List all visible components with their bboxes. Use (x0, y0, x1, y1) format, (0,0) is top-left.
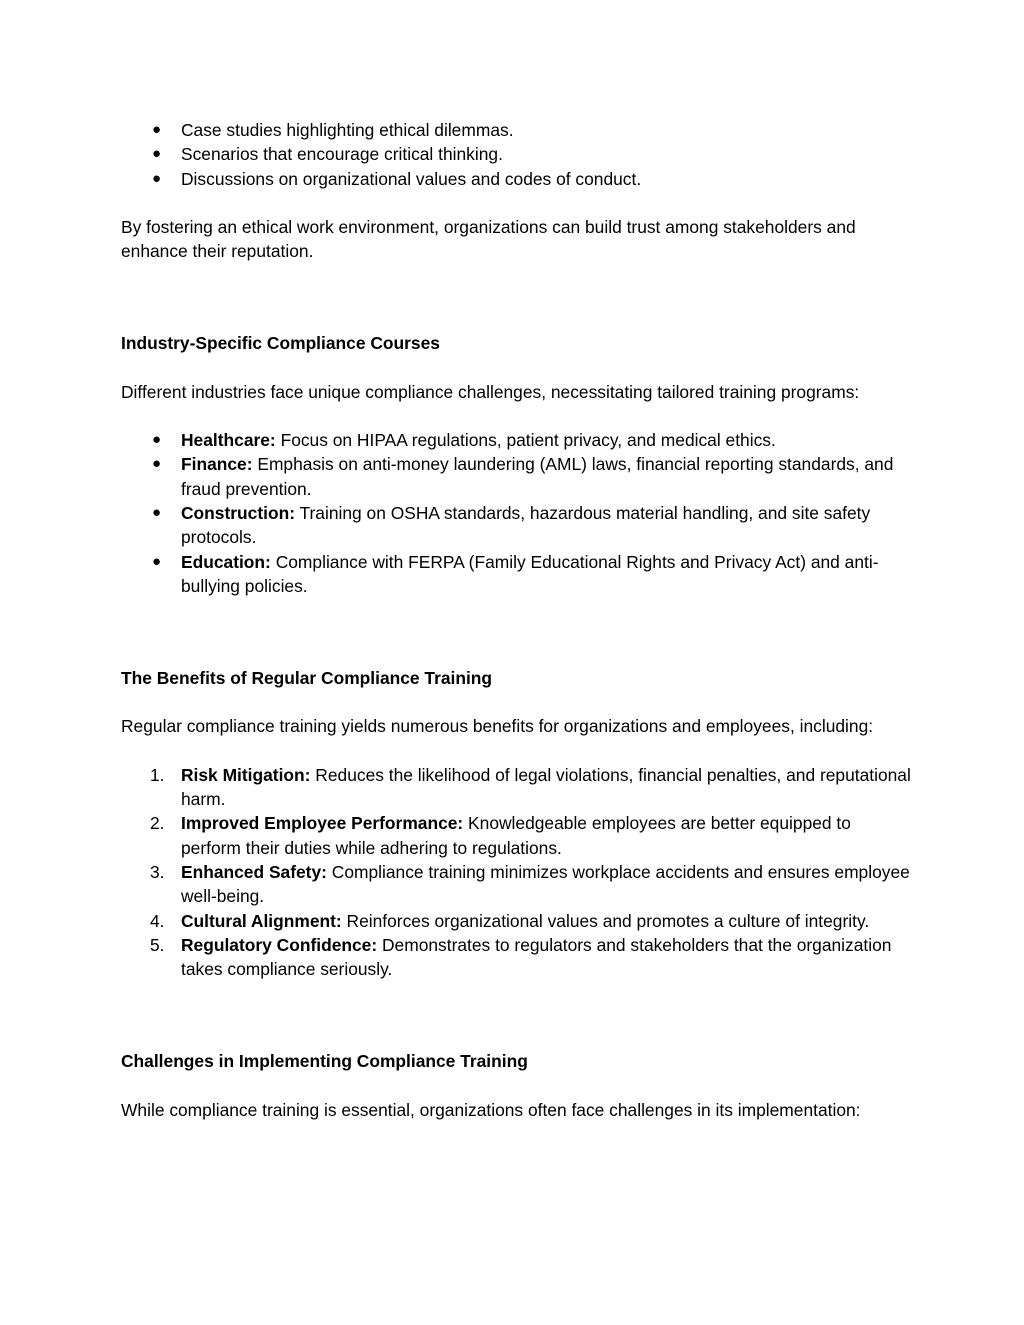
list-item (121, 452, 911, 501)
challenges-heading: Challenges in Implementing Compliance Training (121, 1051, 528, 1072)
list-item-text: Training on OSHA standards, hazardous material handling, and site safety protocols. (181, 502, 871, 548)
list-item-number: 2. (150, 813, 165, 834)
list-item-label: Finance: (181, 454, 253, 475)
list-item (121, 167, 911, 191)
list-item-label: Healthcare: (181, 430, 276, 451)
benefits-heading: The Benefits of Regular Compliance Training (121, 668, 493, 689)
industry-heading: Industry-Specific Compliance Courses (121, 333, 440, 354)
list-item-label: Education: (181, 551, 271, 572)
challenges-intro-paragraph: While compliance training is essential, organizations often face challenges in its implementation: (121, 1099, 861, 1120)
benefits-numbered-list (121, 763, 911, 982)
ethics-bullet-list (121, 118, 911, 191)
list-item-label: Improved Employee Performance: (181, 813, 464, 834)
list-item-label: Enhanced Safety: (181, 861, 327, 882)
list-item-text: Demonstrates to regulators and stakeholders that the organization takes compliance seriously. (181, 934, 892, 980)
bullet-icon: ● (152, 121, 162, 138)
industry-bullet-list (121, 428, 911, 598)
list-item-text: Discussions on organizational values and codes of conduct. (181, 168, 642, 189)
bullet-icon: ● (152, 503, 162, 521)
list-item-text: Scenarios that encourage critical thinking. (181, 144, 503, 165)
list-item (121, 118, 911, 142)
list-item-number: 4. (150, 910, 165, 931)
list-item-number: 3. (150, 861, 165, 882)
list-item-label: Cultural Alignment: (181, 910, 342, 931)
list-item-text: Compliance with FERPA (Family Educational Rights and Privacy Act) and anti-bullying policies. (181, 551, 879, 596)
benefits-intro-paragraph: Regular compliance training yields numerous benefits for organizations and employees, including: (121, 716, 874, 737)
bullet-icon: ● (152, 169, 162, 187)
list-item-label: Risk Mitigation: (181, 764, 311, 785)
list-item (121, 860, 911, 909)
list-item-number: 1. (150, 764, 165, 785)
intro-closing-paragraph: By fostering an ethical work environment, organizations can build trust among stakeholders and enhance their reputation. (121, 216, 856, 262)
list-item (121, 763, 911, 812)
list-item (121, 550, 911, 599)
industry-intro-paragraph: Different industries face unique compliance challenges, necessitating tailored training programs: (121, 381, 860, 402)
list-item-number: 5. (150, 934, 165, 955)
list-item (121, 501, 911, 550)
list-item (121, 933, 911, 982)
list-item-label: Regulatory Confidence: (181, 934, 378, 955)
list-item-text: Knowledgeable employees are better equipped to perform their duties while adhering to regulations. (181, 813, 851, 858)
list-item (121, 428, 911, 452)
list-item-label: Construction: (181, 502, 295, 523)
document-page (121, 118, 911, 1122)
list-item (121, 811, 911, 860)
bullet-icon: ● (152, 145, 162, 163)
list-item-text: Reinforces organizational values and promotes a culture of integrity. (341, 910, 870, 931)
list-item-text: Reduces the likelihood of legal violations, financial penalties, and reputational harm. (181, 764, 911, 810)
bullet-icon: ● (152, 455, 162, 473)
bullet-icon: ● (152, 552, 162, 570)
list-item (121, 142, 911, 166)
list-item-text: Emphasis on anti-money laundering (AML) laws, financial reporting standards, and fraud prevention. (181, 454, 894, 499)
list-item-text: Compliance training minimizes workplace accidents and ensures employee well-being. (181, 861, 910, 907)
bullet-icon: ● (152, 431, 162, 449)
list-item-text: Case studies highlighting ethical dilemmas. (181, 120, 514, 140)
list-item (121, 909, 911, 933)
list-item-text: Focus on HIPAA regulations, patient privacy, and medical ethics. (275, 430, 776, 451)
